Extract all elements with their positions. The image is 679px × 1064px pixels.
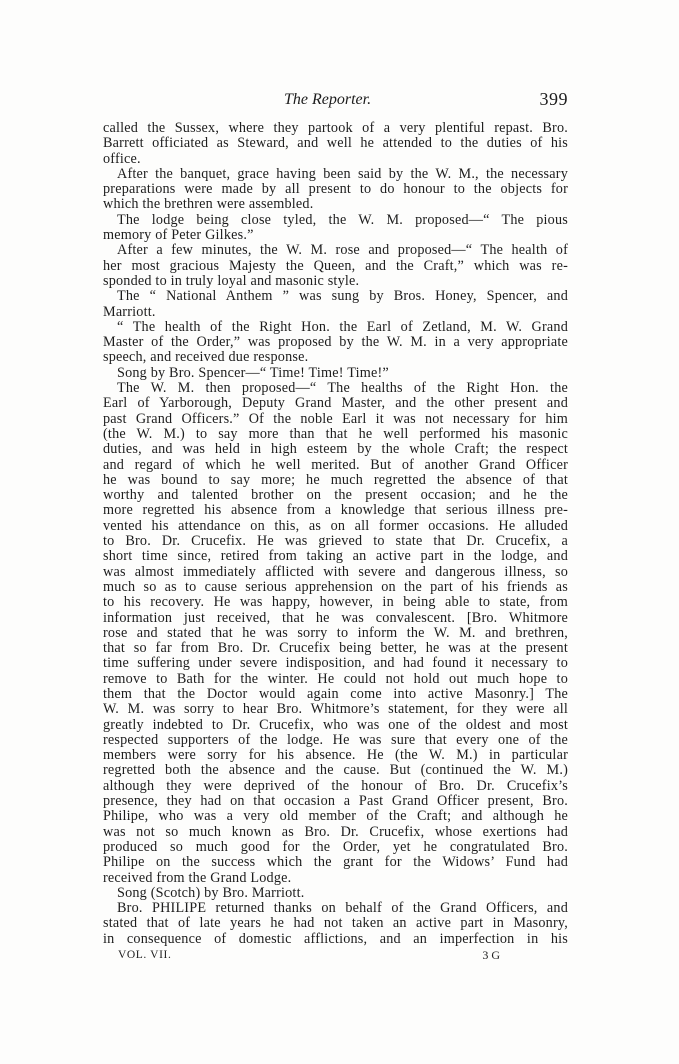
text-line: much so as to cause serious apprehension on the part of his friends as [103,578,568,595]
text-line: After a few minutes, the W. M. rose and proposed—“ The health of [117,242,568,259]
text-line: although they were deprived of the honour of Bro. Dr. Crucefix’s [103,777,568,794]
text-line: in consequence of domestic afflictions, and an imperfection in his [103,930,568,947]
text-line: greatly indebted to Dr. Crucefix, who was one of the oldest and most [103,716,568,733]
text-line: remove to Bath for the winter. He could not hold out much hope to [103,670,568,687]
text-line: Barrett officiated as Steward, and well he attended to the duties of his [103,135,568,152]
volume-label: VOL. VII. [118,949,172,961]
running-header [0,0,679,120]
paragraph [103,243,568,289]
text-line: sponded to in truly loyal and masonic style. [103,272,360,289]
text-line: The lodge being close tyled, the W. M. proposed—“ The pious [117,211,568,228]
text-line: respected supporters of the lodge. He was sure that every one of the [103,731,568,748]
signature-mark: 3 G [482,948,500,962]
text-line: more regretted his absence from a knowledge that serious illness pre- [103,502,568,519]
text-line: “ The health of the Right Hon. the Earl of Zetland, M. W. Grand [117,318,568,335]
paragraph [103,289,568,320]
paragraph [103,901,568,947]
paragraph [103,366,568,381]
text-line: The “ National Anthem ” was sung by Bros. Honey, Spencer, and [117,288,568,305]
text-line: he was bound to say more; he much regretted the absence of that [103,471,568,488]
text-line: rose and stated that he was sorry to inform the W. M. and brethren, [103,624,568,641]
paragraph [103,320,568,366]
text-line: regretted both the absence and the cause. But (continued the W. M.) [103,762,568,779]
text-line: Marriott. [103,303,156,320]
text-line: called the Sussex, where they partook of a very plentiful repast. Bro. [103,120,568,136]
text-line: Bro. PHILIPE returned thanks on behalf of the Grand Officers, and [117,900,568,917]
text-line: stated that of late years he had not taken an active part in Masonry, [103,915,568,932]
text-line: was not so much known as Bro. Dr. Crucefix, whose exertions had [103,823,568,840]
text-line: to his recovery. He was happy, however, in being able to state, from [103,594,568,611]
text-line: (the W. M.) to say more than that he well performed his masonic [103,425,568,442]
text-line: her most gracious Majesty the Queen, and the Craft,” which was re- [103,257,568,274]
text-line: short time since, retired from taking an active part in the lodge, and [103,548,568,565]
text-line: Master of the Order,” was proposed by the W. M. in a very appropriate [103,334,568,351]
text-line: W. M. was sorry to hear Bro. Whitmore’s statement, for they were all [103,701,568,718]
text-line: Philipe, who was a very old member of the Craft; and although he [103,808,568,825]
text-line: worthy and talented brother on the present occasion; and he the [103,487,568,504]
text-line: that so far from Bro. Dr. Crucefix being better, he was at the present [103,640,568,657]
text-line: memory of Peter Gilkes.” [103,227,254,244]
text-line: received from the Grand Lodge. [103,869,292,886]
text-line: presence, they had on that occasion a Past Grand Officer present, Bro. [103,793,568,810]
paragraph [103,121,568,167]
paragraph [103,167,568,213]
text-line: preparations were made by all present to do honour to the objects for [103,181,568,198]
paragraph [103,213,568,244]
text-line: which the brethren were assembled. [103,196,314,213]
text-line: After the banquet, grace having been said by the W. M., the necessary [117,165,568,182]
running-title: The Reporter. [284,91,372,108]
text-line: to Bro. Dr. Crucefix. He was grieved to state that Dr. Crucefix, a [103,533,568,550]
page-footer [0,946,679,966]
text-line: was almost immediately afflicted with severe and dangerous illness, so [103,563,568,580]
paragraph [103,886,568,901]
text-line: produced so much good for the Order, yet he congratulated Bro. [103,838,568,855]
text-line: office. [103,150,141,167]
text-line: past Grand Officers.” Of the noble Earl it was not necessary for him [103,410,568,427]
text-line: duties, and was held in high esteem by the whole Craft; the respect [103,441,568,458]
text-line: vented his attendance on this, as on all former occasions. He alluded [103,517,568,534]
text-line: and regard of which he well merited. But of another Grand Officer [103,456,568,473]
text-line: time suffering under severe indisposition, and had found it necessary to [103,655,568,672]
text-line: The W. M. then proposed—“ The healths of the Right Hon. the [117,380,568,397]
text-line: information just received, that he was convalescent. [Bro. Whitmore [103,609,568,626]
article-body [103,121,568,947]
text-line: Song (Scotch) by Bro. Marriott. [117,884,305,901]
text-line: Philipe on the success which the grant for the Widows’ Fund had [103,854,568,871]
paragraph [103,381,568,886]
text-line: Earl of Yarborough, Deputy Grand Master, and the other present and [103,395,568,412]
page-number: 399 [539,89,568,109]
text-line: them that the Doctor would again come into active Masonry.] The [103,685,568,702]
text-line: speech, and received due response. [103,349,309,366]
text-line: members were sorry for his absence. He (the W. M.) in particular [103,747,568,764]
text-line: Song by Bro. Spencer—“ Time! Time! Time!” [117,364,389,381]
